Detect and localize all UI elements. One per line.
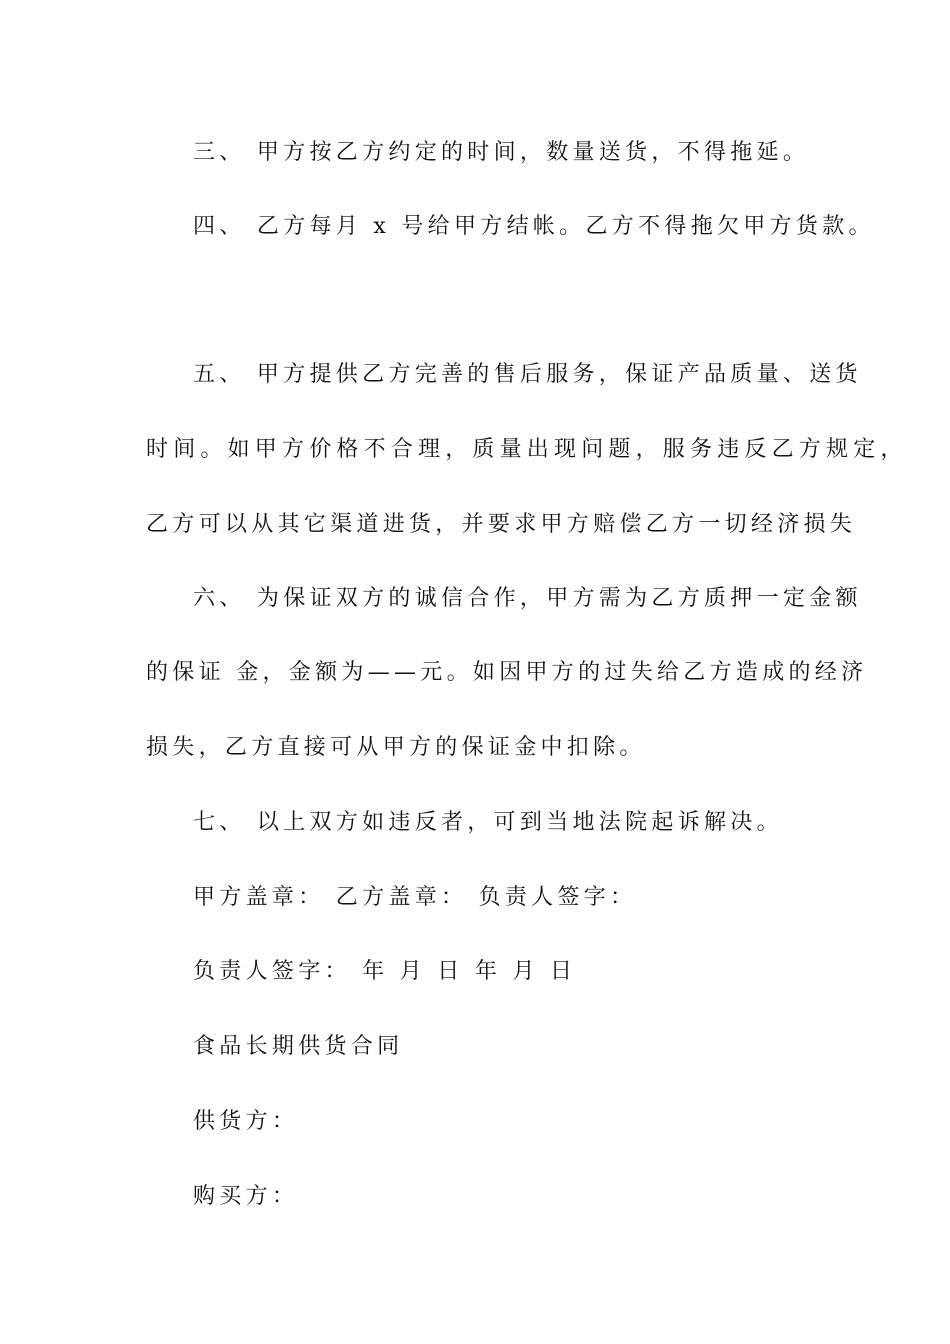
clause-6-line-2: 的保证 金，金额为——元。如因甲方的过失给乙方造成的经济: [146, 660, 868, 685]
seal-line: 甲方盖章： 乙方盖章： 负责人签字：: [193, 885, 637, 910]
clause-4: 四、 乙方每月 x 号给甲方结帐。乙方不得拖欠甲方货款。: [193, 214, 875, 239]
clause-7: 七、 以上双方如违反者，可到当地法院起诉解决。: [193, 810, 783, 835]
clause-5-line-1: 五、 甲方提供乙方完善的售后服务，保证产品质量、送货: [193, 362, 862, 387]
clause-3: 三、 甲方按乙方约定的时间，数量送货，不得拖延。: [193, 140, 810, 165]
contract-title: 食品长期供货合同: [193, 1034, 404, 1059]
supplier-label: 供货方：: [193, 1109, 299, 1134]
clause-6-line-3: 损失，乙方直接可从甲方的保证金中扣除。: [146, 735, 646, 760]
signature-date-line: 负责人签字： 年 月 日 年 月 日: [193, 959, 577, 984]
clause-6-line-1: 六、 为保证双方的诚信合作，甲方需为乙方质押一定金额: [193, 586, 862, 611]
clause-5-line-2: 时间。如甲方价格不合理，质量出现问题，服务违反乙方规定，: [146, 437, 908, 462]
buyer-label: 购买方：: [193, 1184, 299, 1209]
clause-5-line-3: 乙方可以从其它渠道进货，并要求甲方赔偿乙方一切经济损失: [146, 512, 857, 537]
